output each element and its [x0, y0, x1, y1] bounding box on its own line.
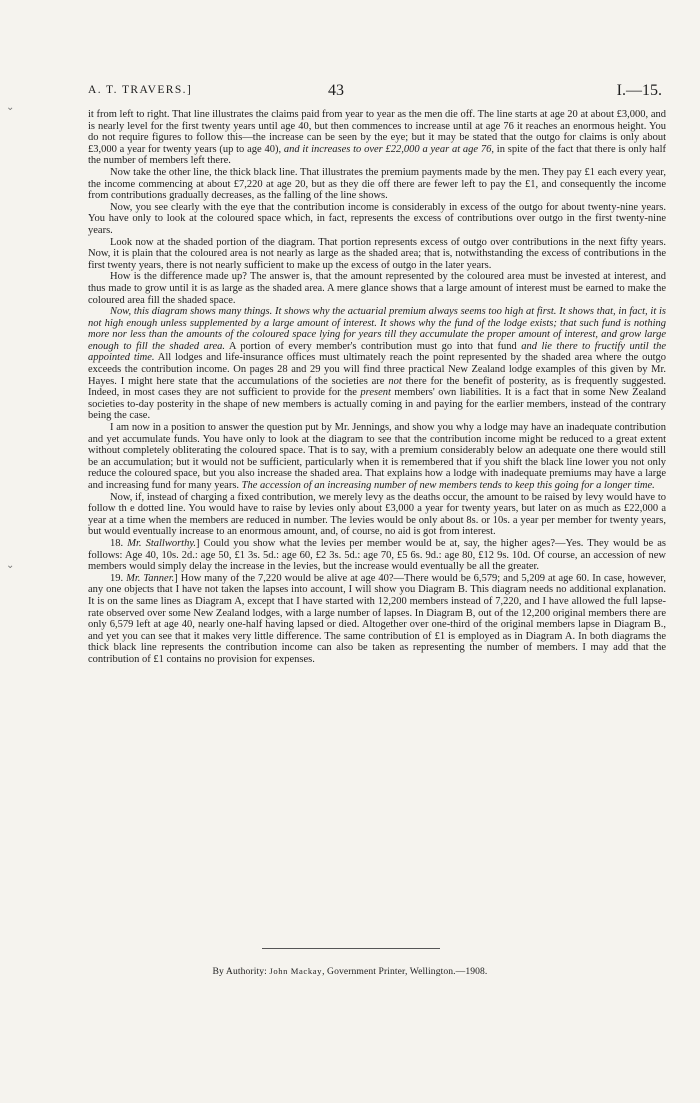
footer-rule	[262, 948, 440, 949]
header-author: A. T. TRAVERS.]	[88, 84, 193, 96]
italic-run: The accession of an increasing number of new members tends to keep this going for a longer time.	[241, 480, 655, 491]
text-run: ] Could you show what the levies per member would be at, say, the higher ages?—Yes. They would be as follows: Age 40, 10s. 2d.: age 50, £1 3s. 5d.: age 60, £2 3s. 5d.: age 70, £5 6s. 9d.: age 80, £12 9s. 10d. Of course, an accession of new members would simply delay the increase in the levies, but the increase would eventually be all the greater.	[88, 537, 667, 573]
text-run: I am now in a position to answer the question put by Mr. Jennings, and show you why a lodge may have an inadequate contribution and yet accumulate funds. You have only to look at the diagram to see that the contribution income might be reduced to a great extent without completely obliterating the coloured space. That is to say, with a premium considerably below an adequate one there would still be an accumulation; but it would not be sufficient, particularly when it is remembered that if you shift the black line lower you not only reduce the coloured space, but you also increase the shaded area. That explains how a lodge with inadequate premiums may have a large and increasing fund for many years.	[88, 422, 666, 491]
paragraph	[88, 109, 666, 167]
page-number: 43	[328, 82, 344, 99]
text-run: Now, you see clearly with the eye that the contribution income is considerably in excess of the outgo for about twenty-nine years. You have only to look at the coloured space which, in fact, represents the excess of contributions over outgo in the first twenty-nine years.	[88, 201, 666, 236]
italic-run: Mr. Stallworthy.	[127, 537, 197, 549]
paragraph	[88, 202, 666, 237]
document-code: I.—15.	[616, 82, 662, 99]
italic-run: Now, this diagram shows many things. It shows why the actuarial premium always seems too high at first. It shows that, in fact, it is not high enough unless supplemented by a large amount of interest. It shows why the fund of the lodge exists; that such fund is nothing more nor less than the amounts of the coloured space lying for years till they accumulate the proper amount of interest, and grow large enough to fill the shaded area.	[88, 306, 666, 352]
text-run: there for the benefit of posterity, as is frequently suggested. Indeed, in most cases they are not sufficient to provide for the	[88, 375, 666, 399]
imprint-printer: John Mackay	[269, 966, 323, 976]
italic-run: and lie there to fructify until the appointed time.	[88, 340, 666, 364]
text-run: A portion of every member's contribution must go into that fund	[225, 340, 522, 352]
text-run: members' own liabilities. It is a fact that in some New Zealand societies to-day posterity in the shape of new members is actually coming in and paying for the earlier members, instead of the contrary being the case.	[88, 387, 666, 422]
printer-imprint	[0, 966, 700, 977]
imprint-suffix: , Government Printer, Wellington.—1908.	[322, 966, 488, 977]
paragraph	[88, 422, 666, 492]
text-run: ] How many of the 7,220 would be alive at age 40?—There would be 6,579; and 5,209 at age 60. In case, however, any one objects that I have not taken the lapses into account, I will show you Diagram B. This diagram needs no additional explanation. It is on the same lines as Diagram A, except that I have started with 12,200 members instead of 7,220, and I have allowed the full lapse-rate observed over some New Zealand lodges, with a large number of lapses. In Diagram B, out of the 12,200 original members there are only 6,579 left at age 40, nearly one-half having lapsed or died. Altogether over one-third of the original members lapse in Diagram B., and yet you can see that it makes very little difference. The same contribution of £1 is employed as in Diagram A. In both diagrams the thick black line represents the contribution income can also be taken as representing the number of members. I may add that the contribution of £1 contains no provision for expenses.	[88, 572, 666, 665]
text-run: 19.	[110, 572, 127, 584]
paragraph	[88, 306, 666, 422]
paragraph	[88, 271, 666, 306]
margin-mark: ⌄	[6, 102, 15, 113]
text-run: Now take the other line, the thick black line. That illustrates the premium payments made by the men. They pay £1 each every year, the income commencing at about £7,220 at age 20, but as they die off there are fewer left to pay the £1, and consequently the income from contributions gradually decreases, as the falling of the line shows.	[88, 166, 666, 202]
text-run: All lodges and life-insurance offices must ultimately reach the point represented by the shaded area where the outgo exceeds the contribution income. On pages 28 and 29 you will find three practical New Zealand lodge examples of this given by Mr. Hayes. I might here state that the accumulations of the societies are	[88, 352, 667, 387]
text-run: Now, if, instead of charging a fixed contribution, we merely levy as the deaths occur, the amount to be raised by levy would have to follow th e dotted line. You would have to raise by levies only about £3,000 a year for twenty years, but later on as much as £22,000 a year at a time when the members are reduced in number. The levies would be only about 8s. or 10s. a year per member for twenty years, but would eventually increase to an enormous amount, and, of course, no aid is got from interest.	[88, 491, 666, 538]
imprint-prefix: By Authority:	[212, 966, 270, 977]
text-run: How is the difference made up? The answer is, that the amount represented by the coloured area must be invested at interest, and thus made to grow until it is as large as the shaded area. A mere glance shows that a large amount of interest must be earned to make the coloured area fill the shaded space.	[88, 271, 666, 306]
paragraph	[88, 538, 666, 573]
page-header	[88, 82, 662, 104]
text-run: it from left to right. That line illustrates the claims paid from year to year as the men die off. The line starts at age 20 at about £3,000, and is nearly level for the first twenty years until age 40, but then commences to increase until at age 76 it reaches an enormous height. You do not require figures to follow this—the increase can be seen by the eye; but it may be stated that the outgo for claims is only about £3,000 a year for twenty years (up to age 40),	[88, 109, 666, 155]
paragraph	[88, 167, 666, 202]
text-run: Look now at the shaded portion of the diagram. That portion represents excess of outgo over contributions in the next fifty years. Now, it is plain that the coloured area is not nearly as large as the shaded area; that is, notwithstanding the excess of contributions in the first twenty years, there is not nearly sufficient to make up the excess of outgo in the later years.	[88, 236, 666, 271]
paragraph	[88, 492, 666, 538]
italic-run: not	[388, 375, 402, 387]
italic-run: Mr. Tanner.	[126, 572, 175, 584]
italic-run: and it increases to over £22,000 a year at age 76	[283, 143, 492, 155]
text-run: , in spite of the fact that there is only half the number of members left there.	[88, 143, 666, 167]
margin-mark: ⌄	[6, 560, 15, 571]
text-run: 18.	[110, 537, 128, 549]
paragraph	[88, 237, 666, 272]
paragraph	[88, 573, 666, 666]
italic-run: present	[360, 387, 391, 399]
body-text	[88, 109, 666, 666]
